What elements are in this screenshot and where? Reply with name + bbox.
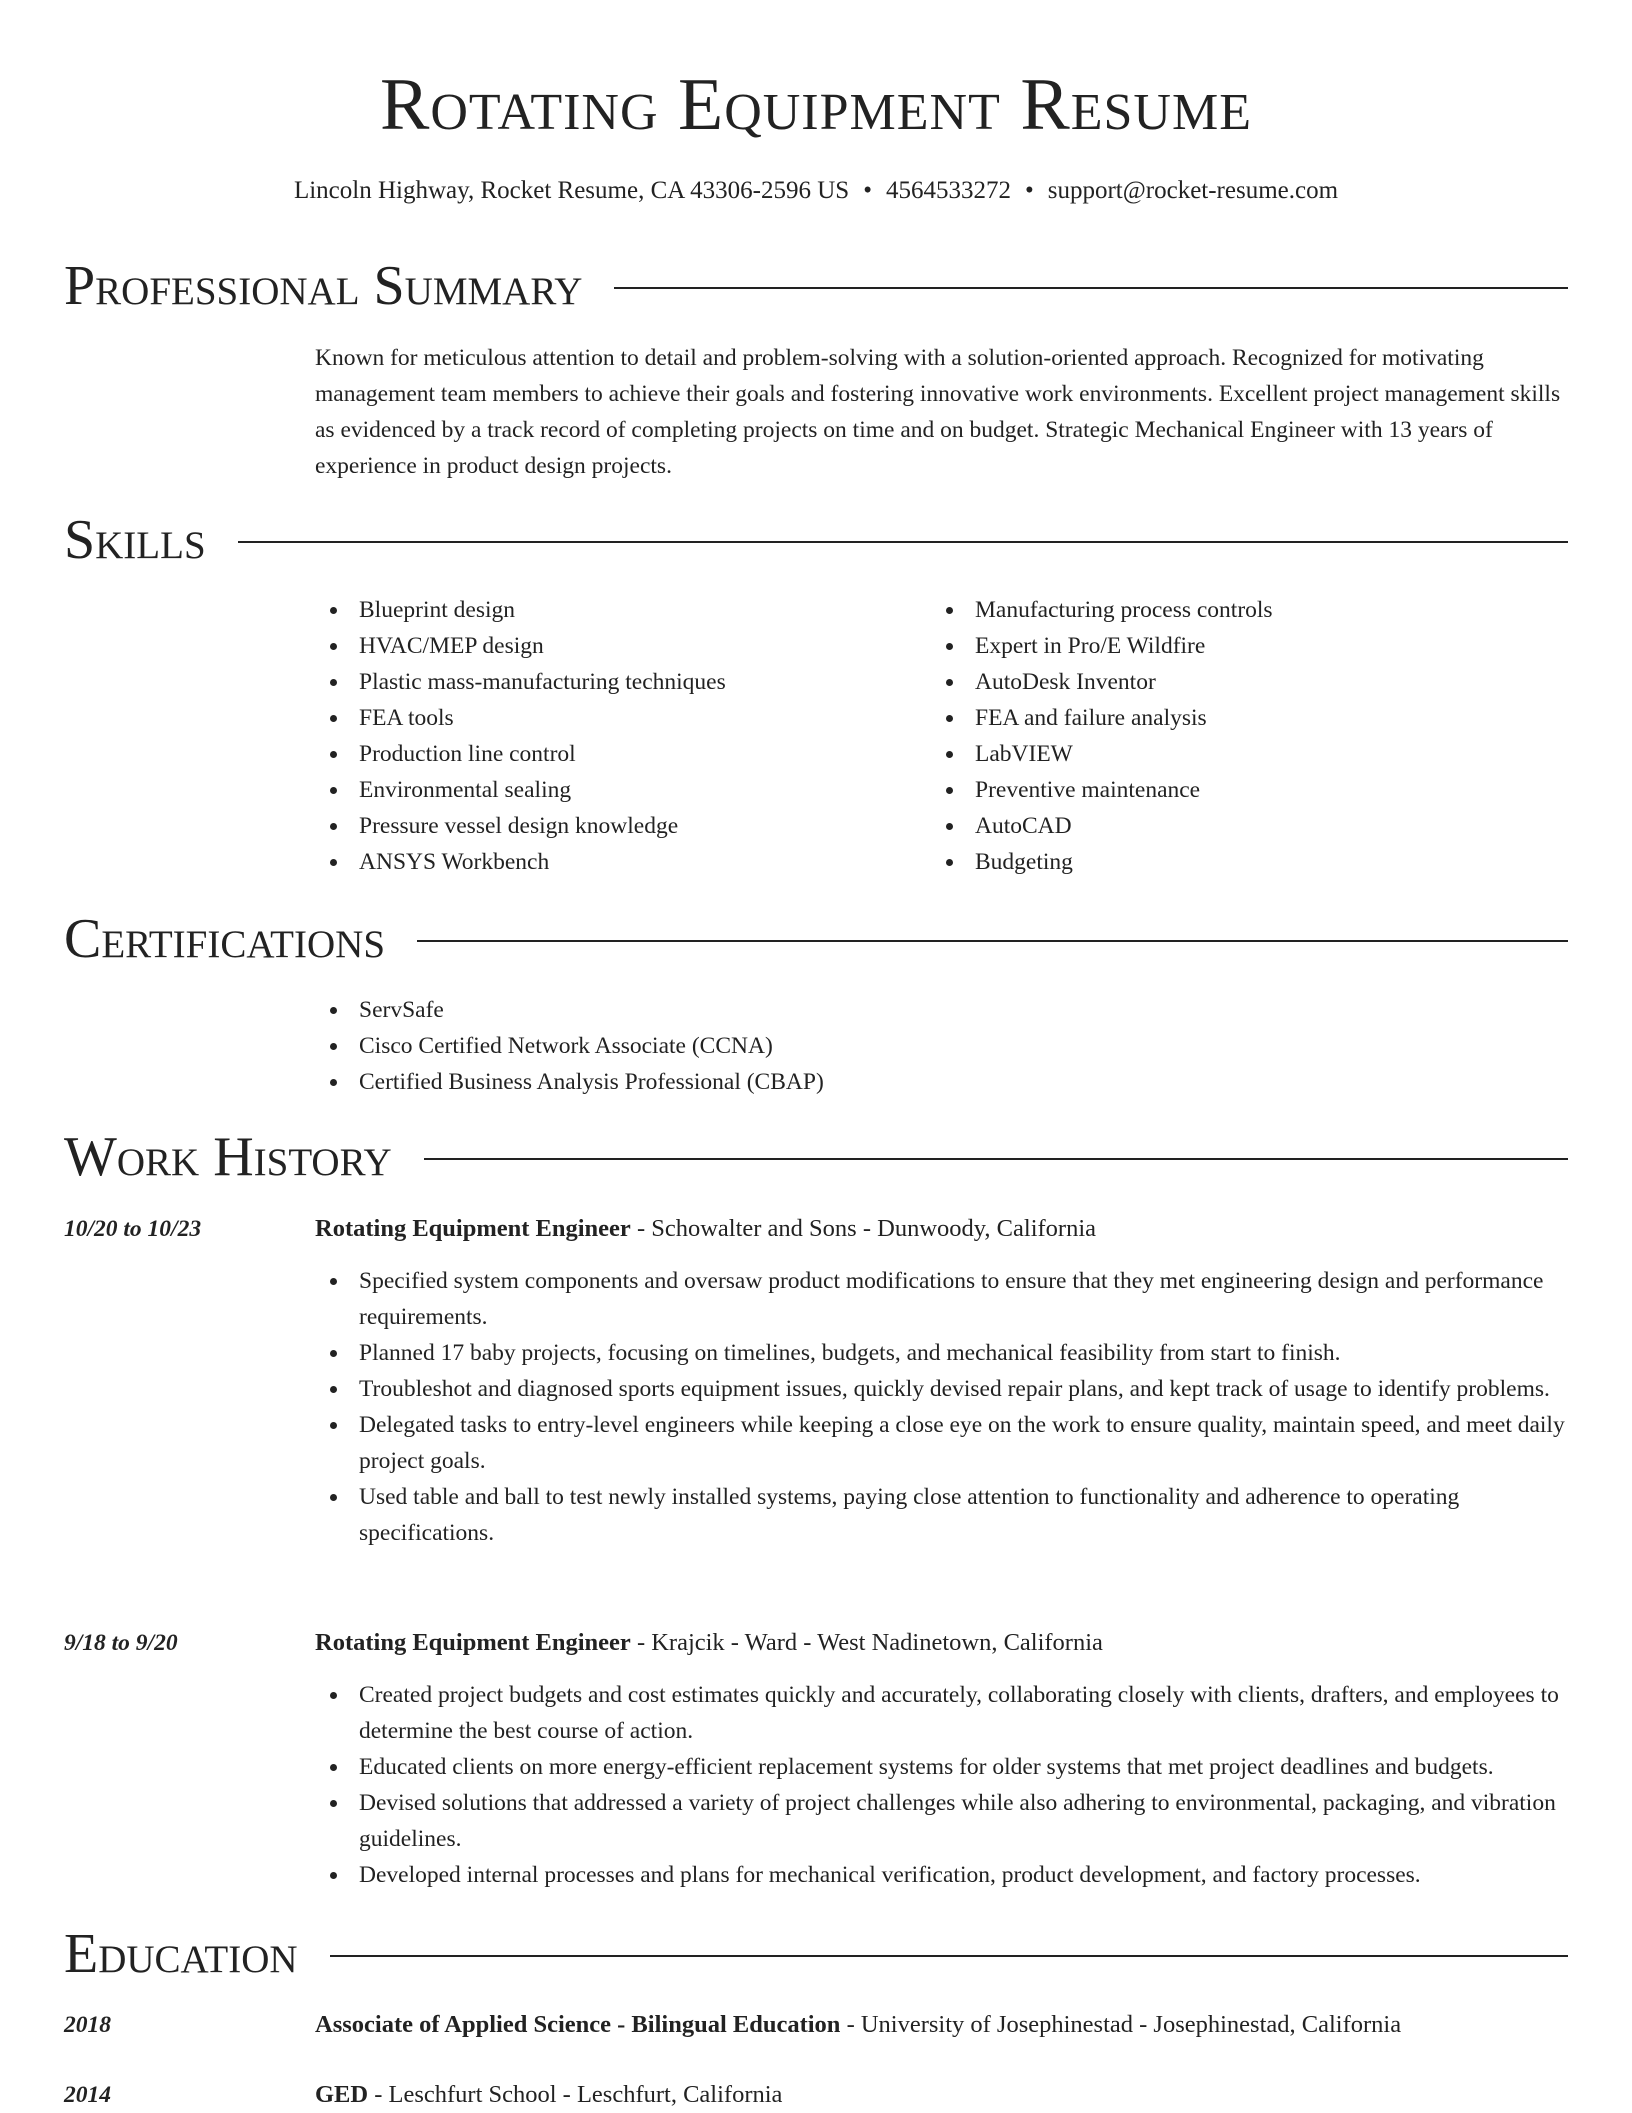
section-heading: Work History — [64, 1126, 392, 1188]
education-heading — [315, 2077, 782, 2113]
section-heading: Education — [64, 1923, 298, 1985]
email: support@rocket-resume.com — [1047, 177, 1339, 204]
section-divider — [614, 287, 1568, 289]
skills-list-left — [315, 592, 726, 880]
list-item: Developed internal processes and plans for mechanical verification, product development, and factory processes. — [315, 1857, 1570, 1893]
list-item: Manufacturing process controls — [931, 592, 1273, 628]
list-item: Plastic mass-manufacturing techniques — [315, 664, 726, 700]
list-item: Pressure vessel design knowledge — [315, 808, 726, 844]
list-item: ServSafe — [315, 992, 824, 1028]
section-divider — [417, 940, 1568, 942]
job-details: - Schowalter and Sons - Dunwoody, California — [630, 1215, 1097, 1242]
separator: • — [1024, 177, 1034, 204]
separator: • — [863, 177, 872, 204]
list-item: ANSYS Workbench — [315, 844, 726, 880]
section-divider — [330, 1955, 1568, 1957]
list-item: Expert in Pro/E Wildfire — [931, 628, 1273, 664]
list-item: FEA tools — [315, 700, 726, 736]
certifications-section-header — [64, 907, 1568, 971]
list-item: Educated clients on more energy-efficient replacement systems for older systems that met project deadlines and budgets. — [315, 1749, 1570, 1785]
list-item: Blueprint design — [315, 592, 726, 628]
list-item: Production line control — [315, 736, 726, 772]
list-item: Used table and ball to test newly installed systems, paying close attention to functionality and adherence to operating specifications. — [315, 1479, 1570, 1551]
list-item: Planned 17 baby projects, focusing on timelines, budgets, and mechanical feasibility from start to finish. — [315, 1335, 1570, 1371]
list-item: Troubleshot and diagnosed sports equipment issues, quickly devised repair plans, and kept track of usage to identify problems. — [315, 1371, 1570, 1407]
skills-list-right — [931, 592, 1273, 880]
summary-section-header — [64, 254, 1568, 318]
job-details: - Krajcik - Ward - West Nadinetown, California — [630, 1629, 1103, 1656]
phone: 4564533272 — [885, 177, 1011, 204]
education-section-header — [64, 1922, 1568, 1986]
job-heading — [315, 1625, 1103, 1661]
list-item: Environmental sealing — [315, 772, 726, 808]
certifications-list — [315, 992, 824, 1100]
education-details: - Leschfurt School - Leschfurt, California — [368, 2081, 783, 2108]
list-item: Cisco Certified Network Associate (CCNA) — [315, 1028, 824, 1064]
skills-section-header — [64, 508, 1568, 572]
list-item: FEA and failure analysis — [931, 700, 1273, 736]
education-year: 2018 — [64, 2012, 111, 2038]
page-title: Rotating Equipment Resume — [380, 64, 1252, 146]
section-heading: Skills — [64, 509, 206, 571]
job-bullets — [315, 1677, 1570, 1893]
summary-text: Known for meticulous attention to detail and problem-solving with a solution-oriented approach. Recognized for motivating management team members to achieve their goals and fostering innovative work environments. Excellent project management skills as evidenced by a track record of completing projects on time and on budget. Strategic Mechanical Engineer with 13 years of experience in product design projects. — [315, 345, 1561, 479]
list-item: HVAC/MEP design — [315, 628, 726, 664]
job-title: Rotating Equipment Engineer — [315, 1629, 631, 1656]
list-item: Budgeting — [931, 844, 1273, 880]
list-item: Created project budgets and cost estimates quickly and accurately, collaborating closely with clients, drafters, and employees to determine the best course of action. — [315, 1677, 1570, 1749]
list-item: Certified Business Analysis Professional (CBAP) — [315, 1064, 824, 1100]
education-details: - University of Josephinestad - Josephinestad, California — [840, 2011, 1402, 2038]
job-dates: 10/20 to 10/23 — [64, 1216, 202, 1242]
education-year: 2014 — [64, 2082, 111, 2108]
degree: Associate of Applied Science - Bilingual Education — [315, 2011, 841, 2038]
degree: GED — [315, 2081, 369, 2108]
list-item: AutoDesk Inventor — [931, 664, 1273, 700]
address: Lincoln Highway, Rocket Resume, CA 43306-2596 US — [293, 177, 850, 204]
work-section-header — [64, 1125, 1568, 1189]
section-divider — [238, 541, 1568, 543]
list-item: AutoCAD — [931, 808, 1273, 844]
section-heading: Professional Summary — [64, 255, 583, 317]
list-item: Delegated tasks to entry-level engineers while keeping a close eye on the work to ensure quality, maintain speed, and meet daily project goals. — [315, 1407, 1570, 1479]
list-item: Devised solutions that addressed a variety of project challenges while also adhering to environmental, packaging, and vibration guidelines. — [315, 1785, 1570, 1857]
job-heading — [315, 1211, 1096, 1247]
job-title: Rotating Equipment Engineer — [315, 1215, 631, 1242]
section-heading: Certifications — [64, 908, 386, 970]
list-item: LabVIEW — [931, 736, 1273, 772]
contact-line — [0, 174, 1632, 208]
job-dates: 9/18 to 9/20 — [64, 1630, 178, 1656]
job-bullets — [315, 1263, 1570, 1551]
list-item: Preventive maintenance — [931, 772, 1273, 808]
section-divider — [424, 1158, 1568, 1160]
list-item: Specified system components and oversaw product modifications to ensure that they met engineering design and performance requirements. — [315, 1263, 1570, 1335]
education-heading — [315, 2007, 1401, 2043]
